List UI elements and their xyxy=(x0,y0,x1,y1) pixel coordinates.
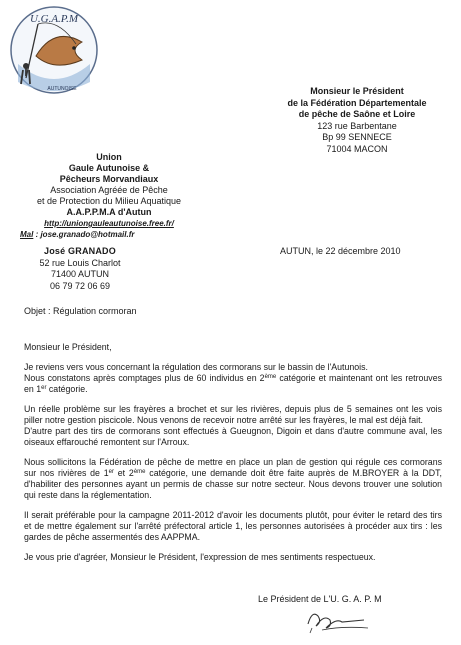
subject-line: Objet : Régulation cormoran xyxy=(24,306,137,316)
p2-text-a: Un réelle problème sur les frayères a brochet et sur les rivières, depuis plus de 5 semaines ont les vois piller notre gestion piscicole. Nous venons de recevoir notre arrêté sur les frayères, le mal est déjà fait. xyxy=(24,404,442,425)
sender-person xyxy=(20,246,140,292)
email-line xyxy=(14,229,204,240)
assoc-line-1: Association Agréée de Pêche xyxy=(50,185,168,195)
recipient-address xyxy=(262,86,452,155)
email-label: Mal xyxy=(20,230,34,239)
person-name: José GRANADO xyxy=(44,246,116,256)
p1-text-c: catégorie et maintenant ont les retrouves en 1 xyxy=(24,373,443,394)
org-line-2: Gaule Autunoise & xyxy=(68,163,150,173)
recipient-federation-region: de pêche de Saône et Loire xyxy=(298,109,416,119)
p3-text-b: et 2 xyxy=(113,468,134,478)
email-address[interactable]: jose.granado@hotmail.fr xyxy=(40,230,135,239)
club-logo xyxy=(8,4,100,96)
recipient-title: Monsieur le Président xyxy=(310,86,404,96)
website-link[interactable]: http://uniongauleautunoise.free.fr/ xyxy=(44,219,174,228)
recipient-street: 123 rue Barbentane xyxy=(317,120,397,131)
letter-body xyxy=(24,342,442,572)
paragraph-2 xyxy=(24,404,442,448)
org-line-3: Pêcheurs Morvandiaux xyxy=(59,174,159,184)
paragraph-3 xyxy=(24,457,442,501)
p3-text-a: Nous sollicitons la Fédération de pêche de mettre en place un plan de gestion qui régule ces cormorans sur nos rivières de 1 xyxy=(24,457,442,478)
person-phone: 06 79 72 06 69 xyxy=(49,280,111,291)
paragraph-5: Je vous prie d'agréer, Monsieur le Président, l'expression de mes sentiments respectueux. xyxy=(24,552,376,562)
recipient-city: 71004 MACON xyxy=(326,143,388,154)
person-city: 71400 AUTUN xyxy=(50,269,110,279)
p1-sup-c: er xyxy=(41,385,47,391)
p3-sup-b: ème xyxy=(133,469,146,475)
aappma-line: A.A.P.P.M.A d'Autun xyxy=(66,207,152,217)
p3-sup-a: er xyxy=(108,469,114,475)
p3-text-c: catégorie, une demande doit être faite auprès de M.BROYER à la DDT, d'habiliter des personnes ayant un permis de chasse sur notre secteur. Nous devons trouver une solution qui reste dans la réglementation. xyxy=(24,468,442,500)
p1-text-a: Je reviens vers vous concernant la régulation des cormorans sur le bassin de l'Autunois. xyxy=(24,362,368,372)
p2-text-b: D'autre part des tirs de cormorans sont effectués à Gueugnon, Digoin et dans d'autre commune aval, les oiseaux effarouché remontent sur l'Arroux. xyxy=(24,426,442,447)
recipient-federation: de la Fédération Départementale xyxy=(287,97,427,108)
email-separator: : xyxy=(33,230,41,239)
logo-title: U.G.A.P.M xyxy=(29,13,79,25)
logo-subtitle: AUTUNOISE xyxy=(47,86,77,92)
sender-organization xyxy=(14,152,204,240)
signature-icon xyxy=(302,606,372,634)
assoc-line-2: et de Protection du Milieu Aquatique xyxy=(36,196,182,206)
p1-text-d: catégorie. xyxy=(46,384,88,394)
salutation: Monsieur le Président, xyxy=(24,342,112,352)
date-line: AUTUN, le 22 décembre 2010 xyxy=(280,246,401,256)
org-line-1: Union xyxy=(96,152,122,162)
paragraph-1 xyxy=(24,362,442,395)
recipient-po-box: Bp 99 SENNECE xyxy=(322,132,392,142)
signoff: Le Président de L'U. G. A. P. M xyxy=(258,594,382,604)
p1-text-b: Nous constatons après comptages plus de 60 individus en 2 xyxy=(24,373,265,383)
person-street: 52 rue Louis Charlot xyxy=(39,257,121,268)
paragraph-4: Il serait préférable pour la campagne 2011-2012 d'avoir les documents plutôt, pour éviter le retard des tirs et de mettre également sur l'arrêté préfectoral article 1, les personnes autorisées à procéder aux tirs : les gardes de pêche assermentés des AAPPMA. xyxy=(24,510,442,542)
p1-sup-b: ème xyxy=(264,374,277,380)
